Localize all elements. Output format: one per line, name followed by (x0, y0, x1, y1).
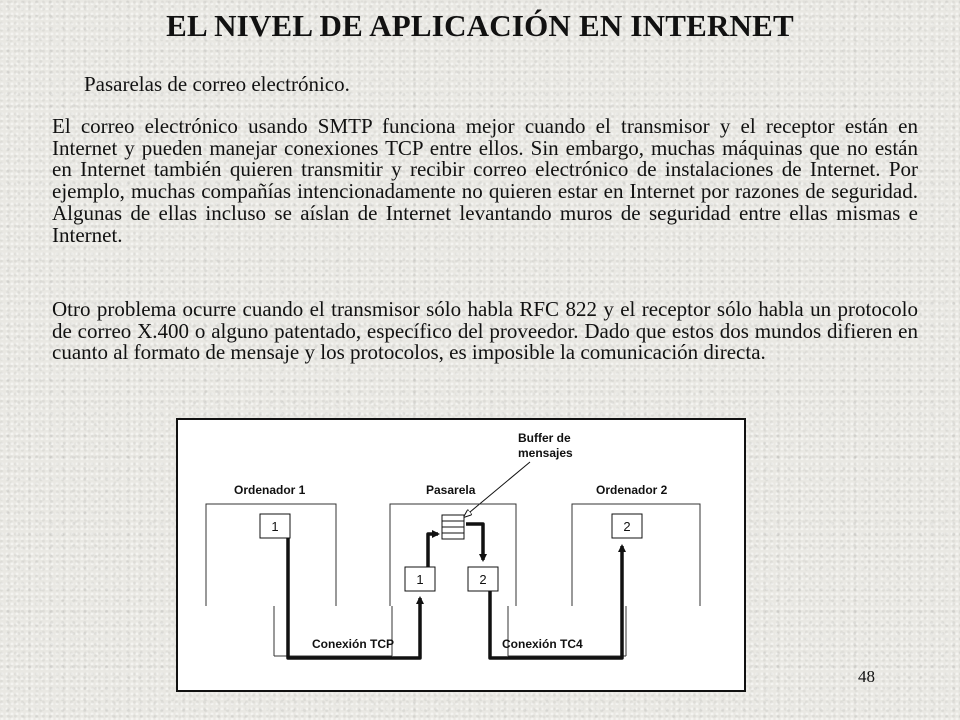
paragraph-protocols: Otro problema ocurre cuando el transmisor sólo habla RFC 822 y el receptor sólo habla un protocolo de correo X.400 o alguno patentado, específico del proveedor. Dado que estos dos mundos difieren en cuanto al formato de mensaje y los protocolos, es imposible la comunicación directa. (52, 297, 918, 365)
buffer-label-line1: Buffer de (518, 431, 571, 445)
host1-process-number: 1 (271, 519, 279, 534)
message-buffer (442, 515, 464, 539)
tc4-connection-label: Conexión TC4 (502, 637, 583, 651)
from-buffer-arrow (466, 524, 483, 560)
tcp-connection-label: Conexión TCP (312, 637, 395, 651)
gateway-diagram (176, 418, 746, 692)
buffer-label-line2: mensajes (518, 446, 573, 460)
page-number: 48 (858, 667, 875, 686)
paragraph-smtp: El correo electrónico usando SMTP funciona mejor cuando el transmisor y el receptor están en Internet y pueden manejar conexiones TCP entre ellos. Sin embargo, muchas máquinas que no están en Internet también quieren transmitir y recibir correo electrónico de instalaciones de Internet. Por ejemplo, muchas compañías intencionadamente no quieren estar en Internet por razones de seguridad. Algunas de ellas incluso se aíslan de Internet levantando muros de seguridad entre ellas mismas e Internet. (52, 114, 918, 247)
gateway-process1-number: 1 (416, 572, 424, 587)
host2-label: Ordenador 2 (596, 483, 668, 497)
host2-process-number: 2 (623, 519, 631, 534)
gateway-label: Pasarela (426, 483, 476, 497)
gateway-process2-number: 2 (479, 572, 487, 587)
slide-title: EL NIVEL DE APLICACIÓN EN INTERNET (166, 8, 794, 43)
diagram-svg (178, 420, 744, 690)
to-buffer-arrow (428, 534, 438, 567)
host1-label: Ordenador 1 (234, 483, 306, 497)
slide-subtitle: Pasarelas de correo electrónico. (84, 72, 350, 96)
